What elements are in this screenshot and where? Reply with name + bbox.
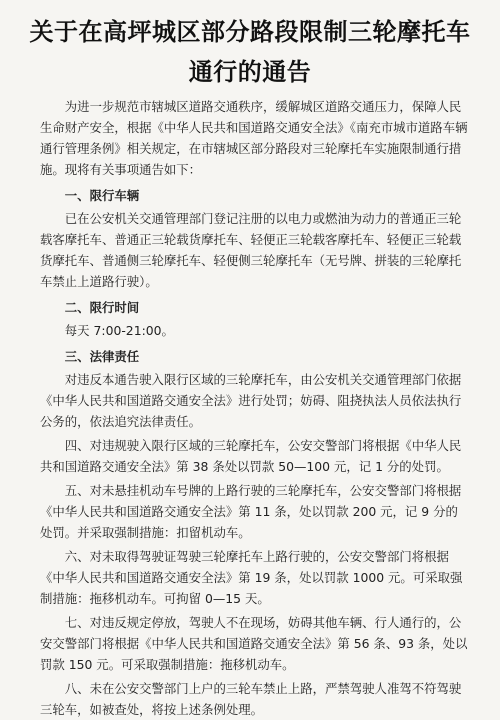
section-8-text: 八、未在公安交警部门上户的三轮车禁止上路，严禁驾驶人准驾不符驾驶三轮车，如被查处，将按上述条例处理。 [40, 681, 462, 717]
section-5-text: 五、对未悬挂机动车号牌的上路行驶的三轮摩托车，公安交警部门将根据《中华人民共和国道路交通安全法》第 11 条，处以罚款 200 元，记 9 分的处罚。并采取强制措施：扣留机动车。 [40, 483, 462, 540]
section-4-text: 四、对违规驶入限行区域的三轮摩托车，公安交警部门将根据《中华人民共和国道路交通安全法》第 38 条处以罚款 50—100 元，记 1 分的处罚。 [40, 438, 462, 474]
section-7-text: 七、对违反规定停放，驾驶人不在现场，妨碍其他车辆、行人通行的，公安交警部门将根据《中华人民共和国道路交通安全法》第 56 条、93 条，处以罚款 150 元。可采取强制措施：拖移机动车。 [40, 615, 468, 672]
notice-title-line-1: 关于在高坪城区部分路段限制三轮摩托车 [29, 18, 471, 46]
section-6-text: 六、对未取得驾驶证驾驶三轮摩托车上路行驶的，公安交警部门将根据《中华人民共和国道路交通安全法》第 19 条，处以罚款 1000 元。可采取强制措施：拖移机动车。可拘留 0—15 天。 [40, 549, 463, 606]
section-2-text: 每天 7:00-21:00。 [64, 323, 174, 338]
notice-title-line-2: 通行的通告 [188, 58, 312, 86]
section-1-heading: 一、限行车辆 [64, 188, 140, 203]
section-3-text: 对违反本通告驶入限行区域的三轮摩托车，由公安机关交通管理部门依据《中华人民共和国道路交通安全法》进行处罚；妨碍、阻挠执法人员依法执行公务的，依法追究法律责任。 [40, 372, 462, 429]
notice-title [0, 0, 500, 92]
intro-paragraph: 为进一步规范市辖城区道路交通秩序，缓解城区道路交通压力，保障人民生命财产安全，根据《中华人民共和国道路交通安全法》《南充市城市道路车辆通行管理条例》相关规定，在市辖城区部分路段对三轮摩托车实施限制通行措施。现将有关事项通告如下： [40, 99, 468, 177]
notice-body [40, 96, 468, 720]
section-2-heading: 二、限行时间 [64, 300, 140, 315]
section-1-text: 已在公安机关交通管理部门登记注册的以电力或燃油为动力的普通正三轮载客摩托车、普通正三轮载货摩托车、轻便正三轮载客摩托车、轻便正三轮载货摩托车、普通侧三轮摩托车、轻便侧三轮摩托车（无号牌、拼装的三轮摩托车禁止上道路行驶）。 [40, 211, 462, 289]
section-3-heading: 三、法律责任 [64, 349, 140, 364]
